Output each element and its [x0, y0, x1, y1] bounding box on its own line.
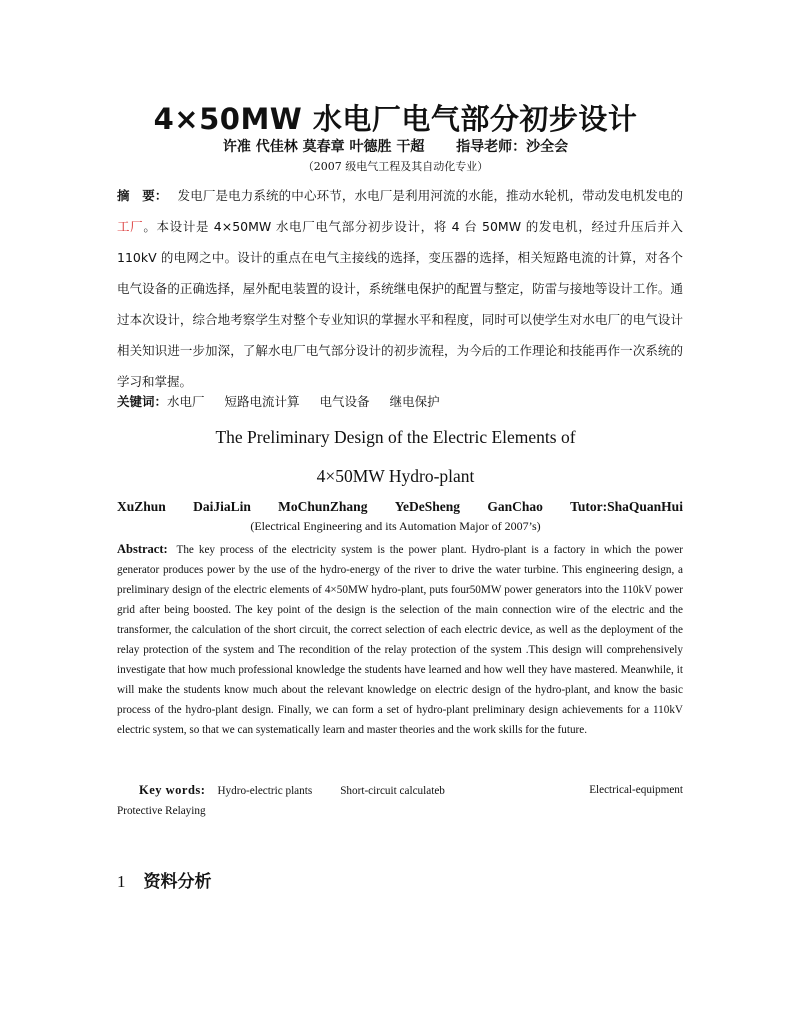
author-cn: 干超	[396, 139, 425, 155]
section-heading	[117, 867, 212, 892]
abstract-cn-highlight: 工厂	[117, 219, 144, 234]
section-number: 1	[117, 872, 126, 891]
tutor-en: Tutor:ShaQuanHui	[570, 499, 683, 514]
abstract-cn-label: 摘 要：	[117, 188, 168, 203]
keyword-cn: 继电保护	[389, 394, 440, 409]
keywords-cn	[117, 392, 683, 410]
keyword-cn: 短路电流计算	[224, 394, 300, 409]
keyword-en: Hydro-electric plants	[217, 785, 313, 797]
author-en: XuZhun	[117, 499, 166, 514]
abstract-cn	[117, 180, 683, 397]
author-en: MoChunZhang	[278, 499, 368, 514]
author-cn: 代佳林	[255, 139, 298, 155]
author-en: GanChao	[487, 499, 543, 514]
author-en: DaiJiaLin	[193, 499, 251, 514]
keywords-cn-label: 关键词：	[117, 394, 168, 409]
author-cn: 叶德胜	[349, 139, 392, 155]
title-en-line2: 4×50MW Hydro-plant	[316, 466, 475, 486]
authors-cn	[0, 136, 791, 156]
abstract-en-text: The key process of the electricity system is the power plant. Hydro-plant is a factory in which the power generator produces power by the use of the hydro-energy of the river to drive the water turbine. This engineering design, a preliminary design of the electric elements of 4×50MW hydro-plant, puts four50MW power generators into the 110kV power grid after being boosted. The key point of the design is the selection of the main connection wire of the electric and the transformer, the calculation of the short circuit, the correct selection of each electric device, as well as the deployment of the relay protection of the system and The recondition of the relay protection of the system .This design will comprehensively investigate that how much professional knowledge the students have learned and how well they have mastered. Meanwhile, it will make the students know much about the relevant knowledge on electric design of the hydro-plant, and know the basic process of the hydro-plant design. Finally, we can form a set of hydro-plant preliminary design achievements for a 110kV electric system, so that we can systematically learn and master theories and the work skills for the future.	[117, 544, 683, 736]
title-en-line1: The Preliminary Design of the Electric Elements of	[215, 427, 576, 447]
keyword-cn: 电气设备	[319, 394, 370, 409]
section-title: 资料分析	[143, 872, 212, 892]
abstract-cn-text: 。本设计是 4×50MW 水电厂电气部分初步设计，将 4 台 50MW 的发电机，经过升压后并入 110kV 的电网之中。设计的重点在电气主接线的选择，变压器的选择，相关短路电流的计算，对各个电气设备的正确选择，屋外配电装置的设计，系统继电保护的配置与整定，防雷与接地等设计工作。通过本次设计，综合地考察学生对整个专业知识的掌握水平和程度，同时可以使学生对水电厂的电气设计相关知识进一步加深，了解水电厂电气部分设计的初步流程，为今后的工作理论和技能再作一次系统的学习和掌握。	[117, 219, 683, 389]
tutor-cn: 指导老师：沙全会	[456, 139, 569, 155]
affiliation-en: (Electrical Engineering and its Automation Major of 2007’s)	[250, 519, 541, 533]
authors-en	[117, 499, 683, 515]
keyword-en: Short-circuit calculateb	[340, 785, 445, 797]
abstract-en	[117, 539, 683, 740]
author-cn: 莫春章	[302, 139, 345, 155]
affiliation-cn: （2007 级电气工程及其自动化专业）	[302, 160, 489, 173]
keyword-en: Electrical-equipment	[589, 784, 683, 796]
keyword-cn: 水电厂	[167, 394, 205, 409]
keywords-en	[117, 780, 683, 821]
author-cn: 许准	[222, 139, 251, 155]
abstract-cn-text: 发电厂是电力系统的中心环节，水电厂是利用河流的水能，推动水轮机，带动发电机发电的	[177, 188, 683, 203]
title-cn: 4×50MW 水电厂电气部分初步设计	[153, 102, 638, 136]
keyword-en: Protective Relaying	[117, 805, 206, 817]
abstract-en-label: Abstract:	[117, 542, 168, 556]
keywords-en-label: Key words:	[139, 783, 206, 797]
author-en: YeDeSheng	[394, 499, 461, 514]
